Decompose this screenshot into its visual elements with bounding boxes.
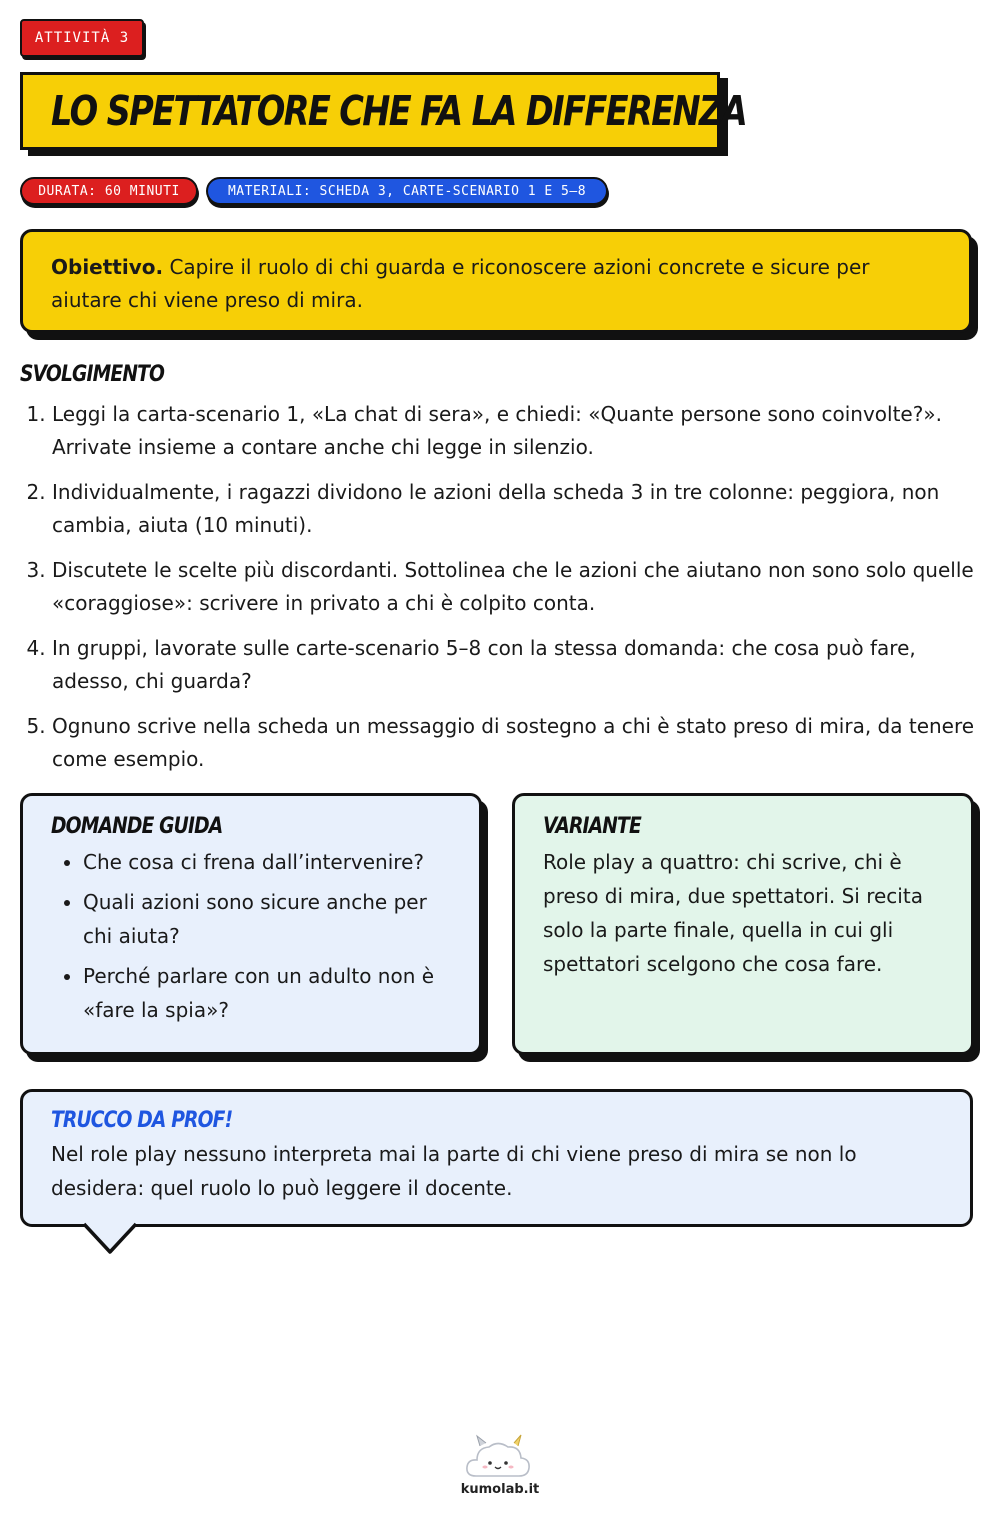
duration-badge: DURATA: 60 MINUTI bbox=[20, 177, 198, 205]
objective-text: Capire il ruolo di chi guarda e riconoscere azioni concrete e sicure per aiutare chi viene preso di mira. bbox=[51, 255, 870, 312]
title-banner bbox=[20, 72, 747, 150]
variant-card bbox=[512, 793, 974, 1055]
step-item: 4. In gruppi, lavorate sulle carte-scenario 5–8 con la stessa domanda: che cosa può fare, adesso, chi guarda? bbox=[52, 632, 982, 698]
procedure-steps bbox=[20, 398, 982, 788]
cloud-mascot-icon bbox=[462, 1432, 534, 1484]
guide-item: • Perché parlare con un adulto non è «fare la spia»? bbox=[83, 959, 451, 1027]
step-item: 2. Individualmente, i ragazzi dividono le azioni della scheda 3 in tre colonne: peggiora, non cambia, aiuta (10 minuti). bbox=[52, 476, 982, 542]
step-item: 1. Leggi la carta-scenario 1, «La chat di sera», e chiedi: «Quante persone sono coinvolte?». Arrivate insieme a contare anche chi legge in silenzio. bbox=[52, 398, 982, 464]
page-title: LO SPETTATORE CHE FA LA DIFFERENZA bbox=[51, 87, 747, 135]
step-item: 3. Discutete le scelte più discordanti. Sottolinea che le azioni che aiutano non sono solo quelle «coraggiose»: scrivere in privato a chi è colpito conta. bbox=[52, 554, 982, 620]
variant-heading: VARIANTE bbox=[543, 814, 641, 839]
step-item: 5. Ognuno scrive nella scheda un messaggio di sostegno a chi è stato preso di mira, da tenere come esempio. bbox=[52, 710, 982, 776]
guide-item: • Che cosa ci frena dall’intervenire? bbox=[83, 845, 451, 879]
objective-box bbox=[20, 229, 972, 333]
teacher-tip-callout bbox=[20, 1089, 973, 1227]
guide-questions-card bbox=[20, 793, 482, 1055]
footer-site: kumolab.it bbox=[460, 1482, 540, 1497]
objective-label: Obiettivo. bbox=[51, 255, 164, 279]
procedure-heading: SVOLGIMENTO bbox=[20, 362, 165, 387]
materials-badge: MATERIALI: SCHEDA 3, CARTE-SCENARIO 1 E 5–8 bbox=[206, 177, 608, 205]
tip-text: Nel role play nessuno interpreta mai la parte di chi viene preso di mira se non lo desidera: quel ruolo lo può leggere il docente. bbox=[51, 1142, 857, 1200]
speech-tail-icon bbox=[80, 1222, 140, 1256]
activity-tag: ATTIVITÀ 3 bbox=[20, 19, 144, 57]
guide-item: • Quali azioni sono sicure anche per chi aiuta? bbox=[83, 885, 451, 953]
guide-list bbox=[51, 845, 451, 1027]
guide-heading: DOMANDE GUIDA bbox=[51, 814, 223, 839]
variant-text: Role play a quattro: chi scrive, chi è preso di mira, due spettatori. Si recita solo la parte finale, quella in cui gli spettatori scelgono che cosa fare. bbox=[543, 850, 923, 976]
tip-heading: TRUCCO DA PROF! bbox=[51, 1108, 233, 1133]
